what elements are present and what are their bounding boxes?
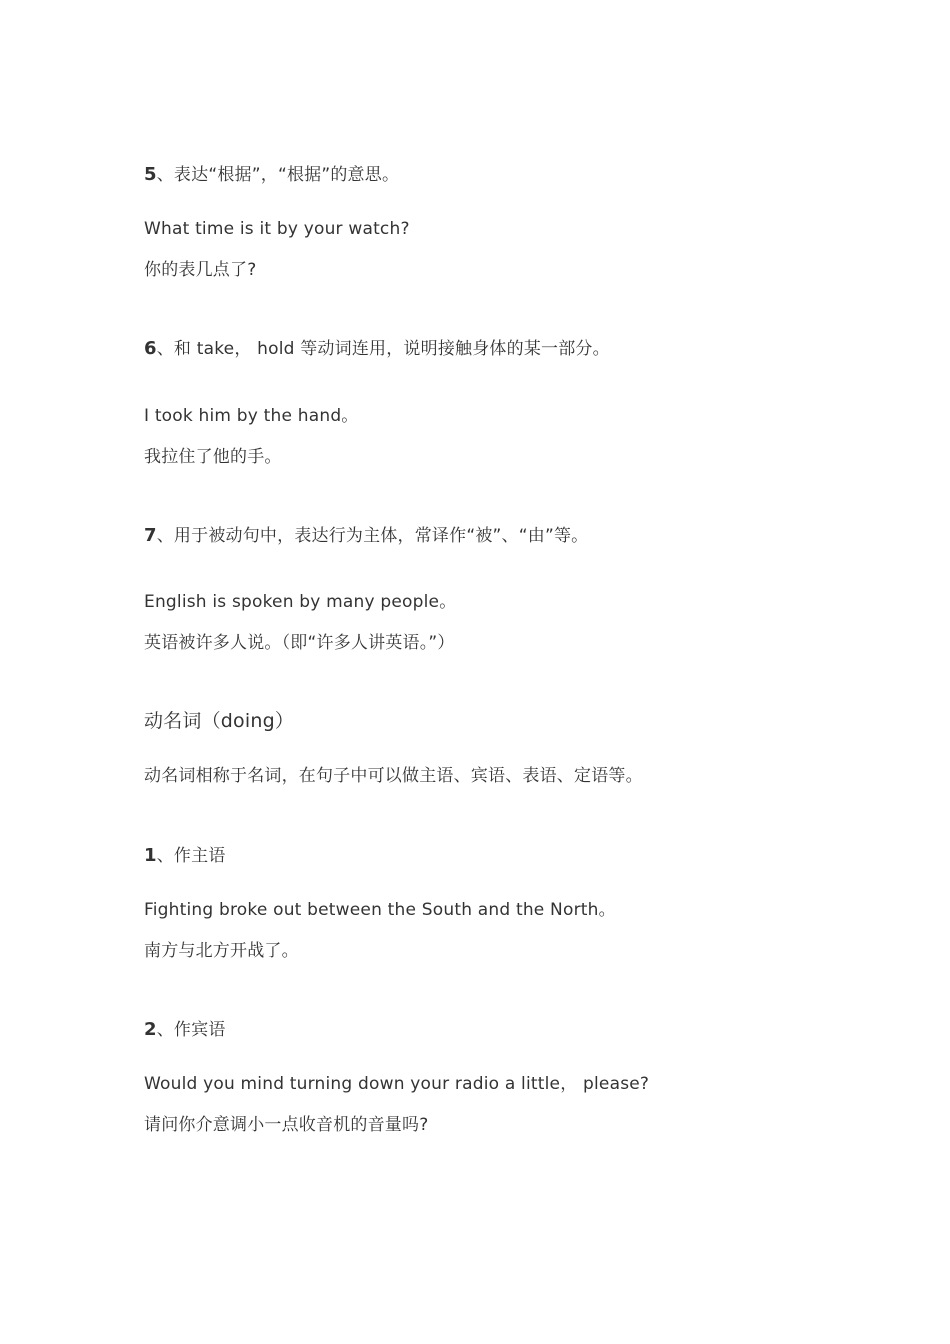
example-chinese: 南方与北方开战了。 xyxy=(144,941,299,961)
section-number: 7 xyxy=(144,525,157,546)
item-heading-text: 、作主语 xyxy=(156,846,226,866)
section-heading-5 xyxy=(144,164,399,186)
item-number: 1 xyxy=(144,845,157,866)
gerund-heading-1 xyxy=(144,845,226,867)
example-chinese: 请问你介意调小一点收音机的音量吗? xyxy=(144,1115,429,1135)
example-english: Would you mind turning down your radio a little， please? xyxy=(144,1074,650,1094)
section-heading-text: 、用于被动句中，表达行为主体，常译作“被”、“由”等。 xyxy=(156,526,589,546)
gerund-title: 动名词（doing） xyxy=(144,710,295,732)
section-heading-7 xyxy=(144,525,588,547)
example-english: Fighting broke out between the South and the North。 xyxy=(144,900,616,920)
example-english: What time is it by your watch? xyxy=(144,219,410,239)
gerund-intro: 动名词相称于名词，在句子中可以做主语、宾语、表语、定语等。 xyxy=(144,766,643,786)
example-english: English is spoken by many people。 xyxy=(144,592,457,612)
section-heading-text: 、和 take， hold 等动词连用，说明接触身体的某一部分。 xyxy=(156,339,610,359)
example-english: I took him by the hand。 xyxy=(144,406,359,426)
example-chinese: 英语被许多人说。（即“许多人讲英语。”） xyxy=(144,633,455,653)
item-number: 2 xyxy=(144,1019,157,1040)
gerund-heading-2 xyxy=(144,1019,226,1041)
section-heading-text: 、表达“根据”，“根据”的意思。 xyxy=(156,165,400,185)
section-number: 6 xyxy=(144,338,157,359)
section-number: 5 xyxy=(144,164,157,185)
item-heading-text: 、作宾语 xyxy=(156,1020,226,1040)
example-chinese: 你的表几点了? xyxy=(144,260,257,280)
section-heading-6 xyxy=(144,338,610,360)
example-chinese: 我拉住了他的手。 xyxy=(144,447,282,467)
